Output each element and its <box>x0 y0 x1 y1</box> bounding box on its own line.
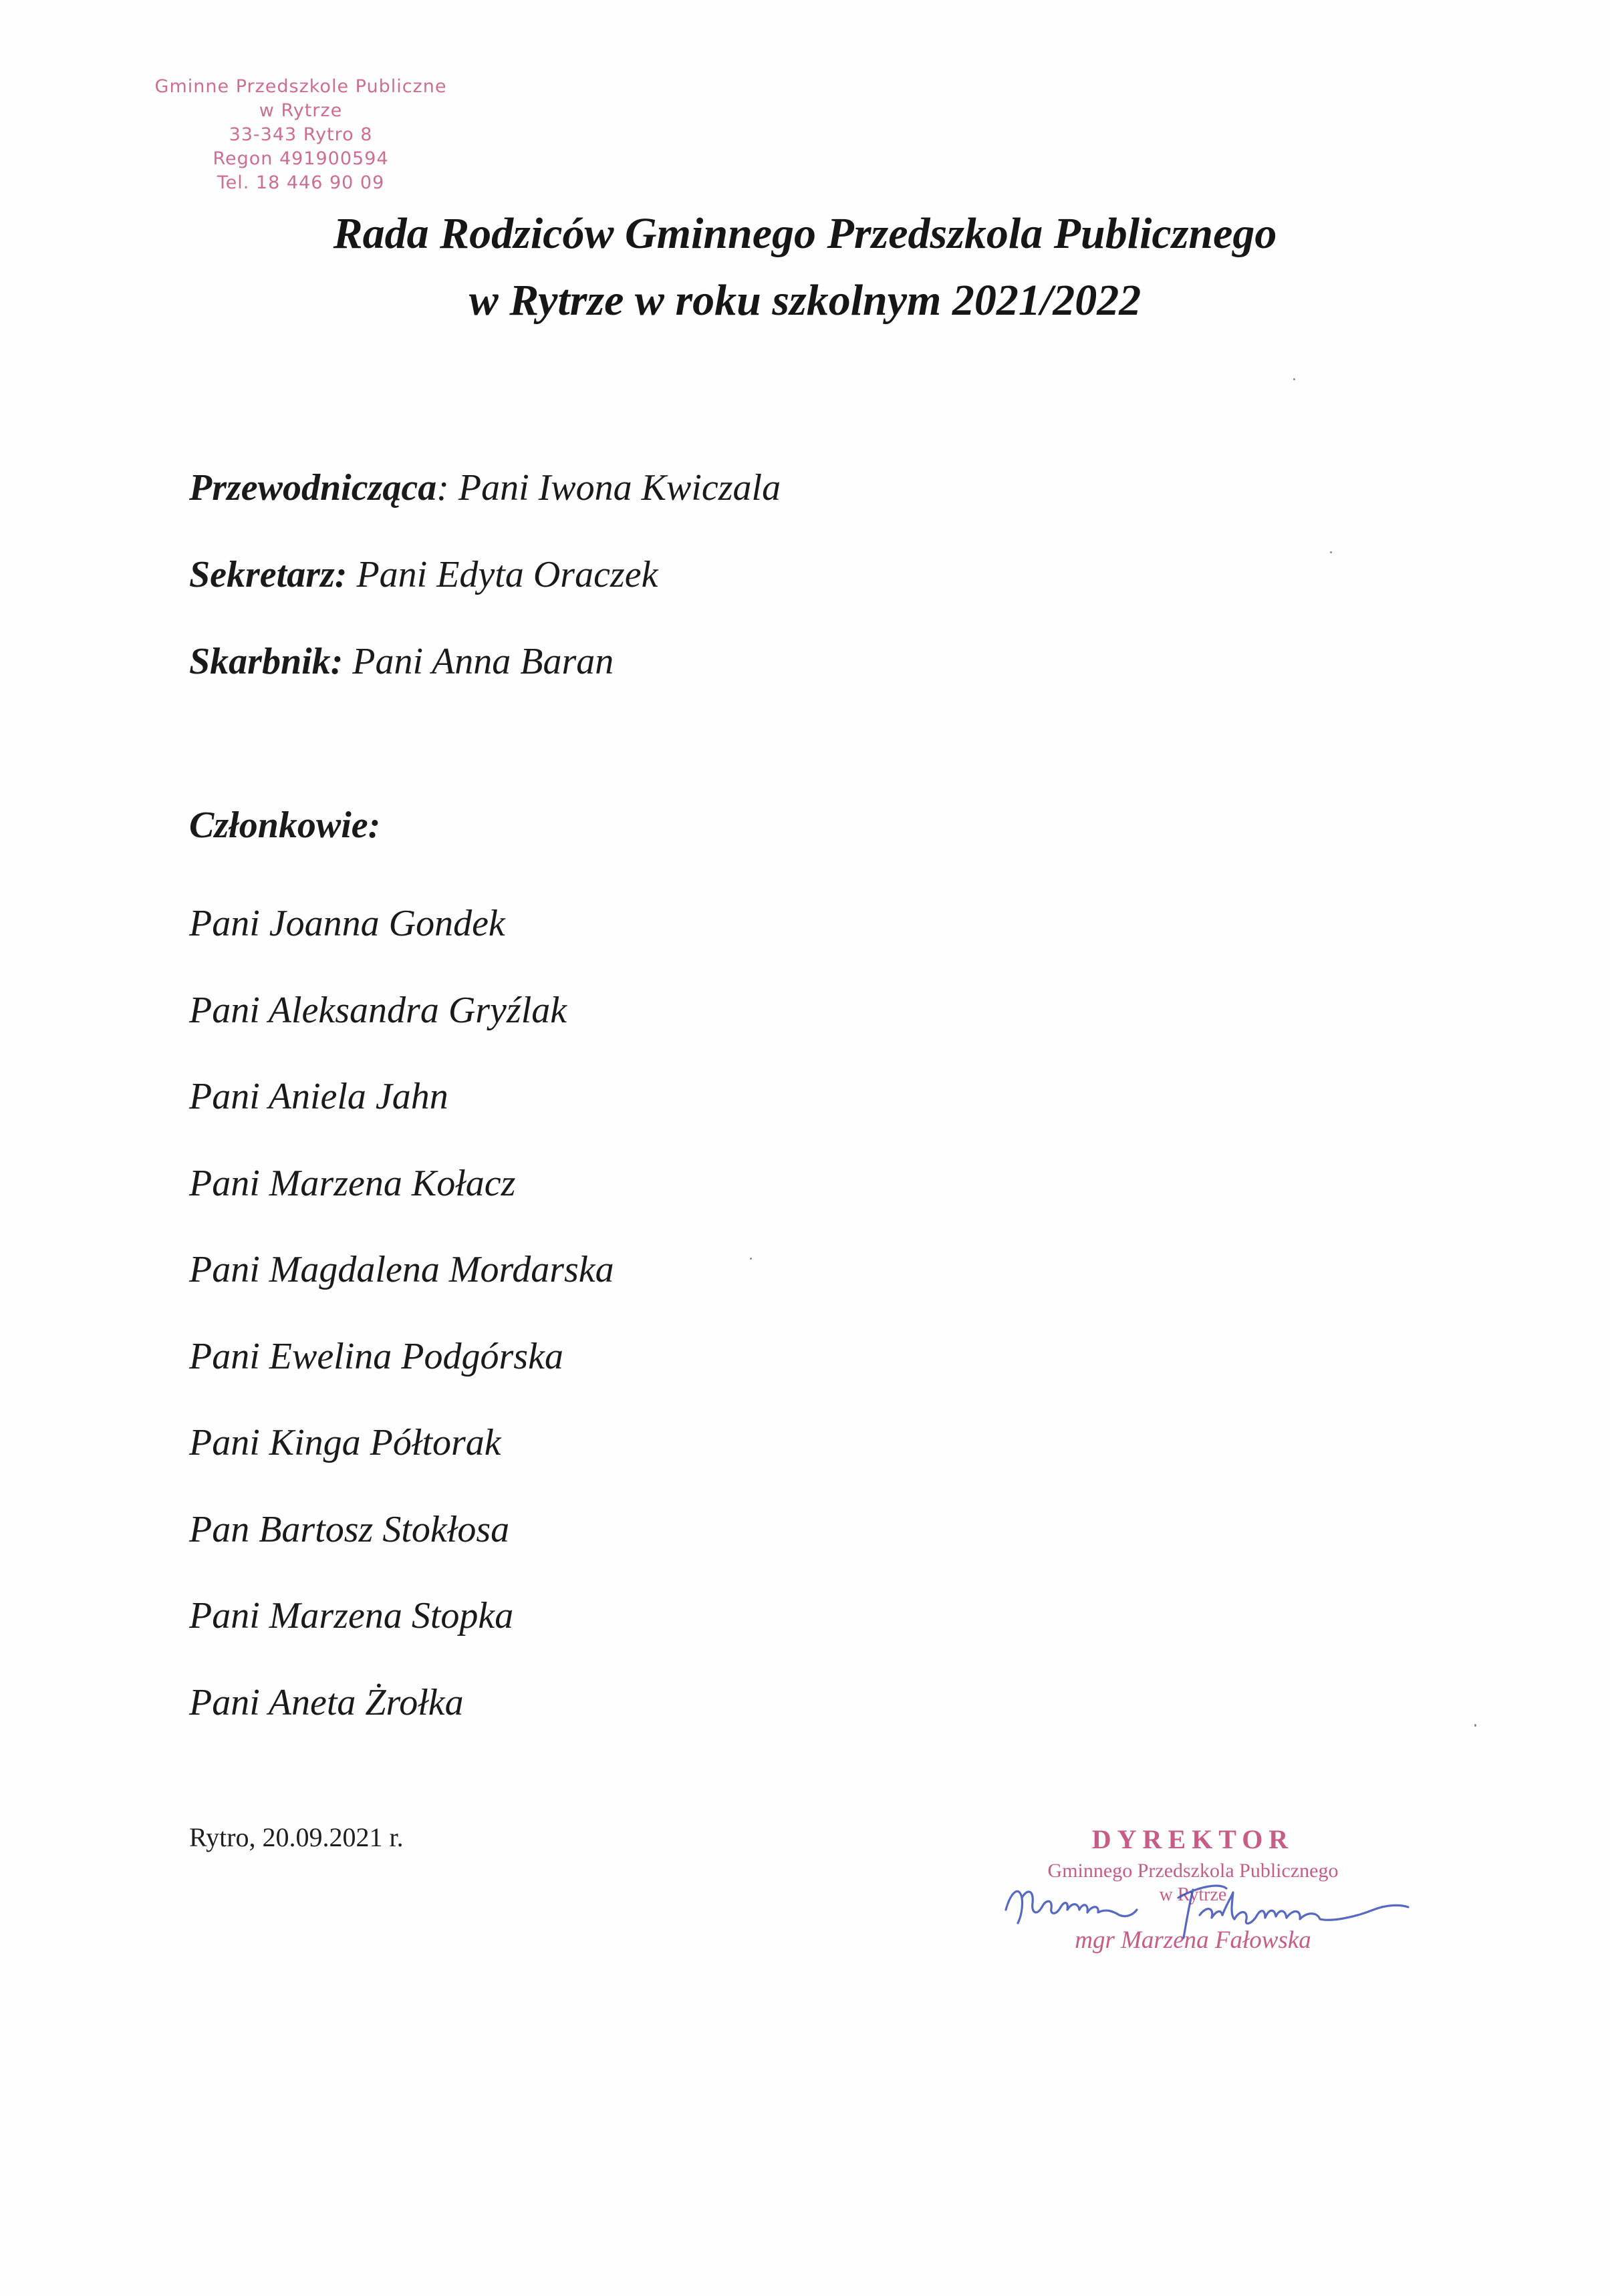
role-treasurer <box>189 618 781 705</box>
stamp-line: Gminne Przedszkole Publiczne <box>154 76 447 97</box>
director-institution: Gminnego Przedszkola Publicznego <box>1047 1860 1339 1882</box>
stamp-line: Regon 491900594 <box>213 148 389 169</box>
members-heading: Członkowie: <box>189 805 381 846</box>
stamp-line: Tel. 18 446 90 09 <box>217 172 385 193</box>
role-label: Sekretarz: <box>189 554 348 595</box>
role-label: Skarbnik: <box>189 641 344 682</box>
member-item: Pani Magdalena Mordarska <box>189 1249 614 1290</box>
role-secretary <box>189 531 781 618</box>
document-title <box>0 200 1610 334</box>
scan-speck <box>750 1258 752 1260</box>
stamp-line: w Rytrze <box>259 100 343 121</box>
scan-speck <box>1293 378 1295 380</box>
role-separator: : <box>436 467 449 509</box>
scan-speck <box>1330 551 1332 553</box>
handwritten-signature <box>999 1871 1414 1945</box>
role-name: Pani Edyta Oraczek <box>347 554 658 595</box>
member-item: Pani Aniela Jahn <box>189 1076 448 1117</box>
member-item: Pani Marzena Stopka <box>189 1595 514 1636</box>
member-item: Pani Kinga Półtorak <box>189 1422 501 1463</box>
member-item: Pani Ewelina Podgórska <box>189 1335 563 1377</box>
institution-stamp <box>100 75 501 195</box>
role-name: Pani Anna Baran <box>343 641 614 682</box>
scan-speck <box>1474 1724 1476 1727</box>
officers-list <box>189 444 781 705</box>
director-name: mgr Marzena Fałowska <box>1075 1926 1311 1954</box>
role-chairperson <box>189 444 781 531</box>
member-item: Pan Bartosz Stokłosa <box>189 1508 510 1550</box>
role-label: Przewodnicząca <box>189 467 437 509</box>
title-line-1: Rada Rodziców Gminnego Przedszkola Publicznego <box>333 209 1277 258</box>
director-title: DYREKTOR <box>1091 1824 1295 1854</box>
title-line-2: w Rytrze w roku szkolnym 2021/2022 <box>468 276 1142 325</box>
director-town: w Rytrze <box>1159 1884 1227 1905</box>
member-item: Pani Aneta Żrołka <box>189 1681 464 1723</box>
stamp-line: 33-343 Rytro 8 <box>229 124 373 145</box>
place-and-date: Rytro, 20.09.2021 r. <box>189 1822 404 1852</box>
member-item: Pani Aleksandra Gryźlak <box>189 989 567 1031</box>
member-item: Pani Joanna Gondek <box>189 903 505 944</box>
role-name: Pani Iwona Kwiczala <box>448 467 781 509</box>
member-item: Pani Marzena Kołacz <box>189 1162 516 1204</box>
members-list <box>189 881 614 1746</box>
